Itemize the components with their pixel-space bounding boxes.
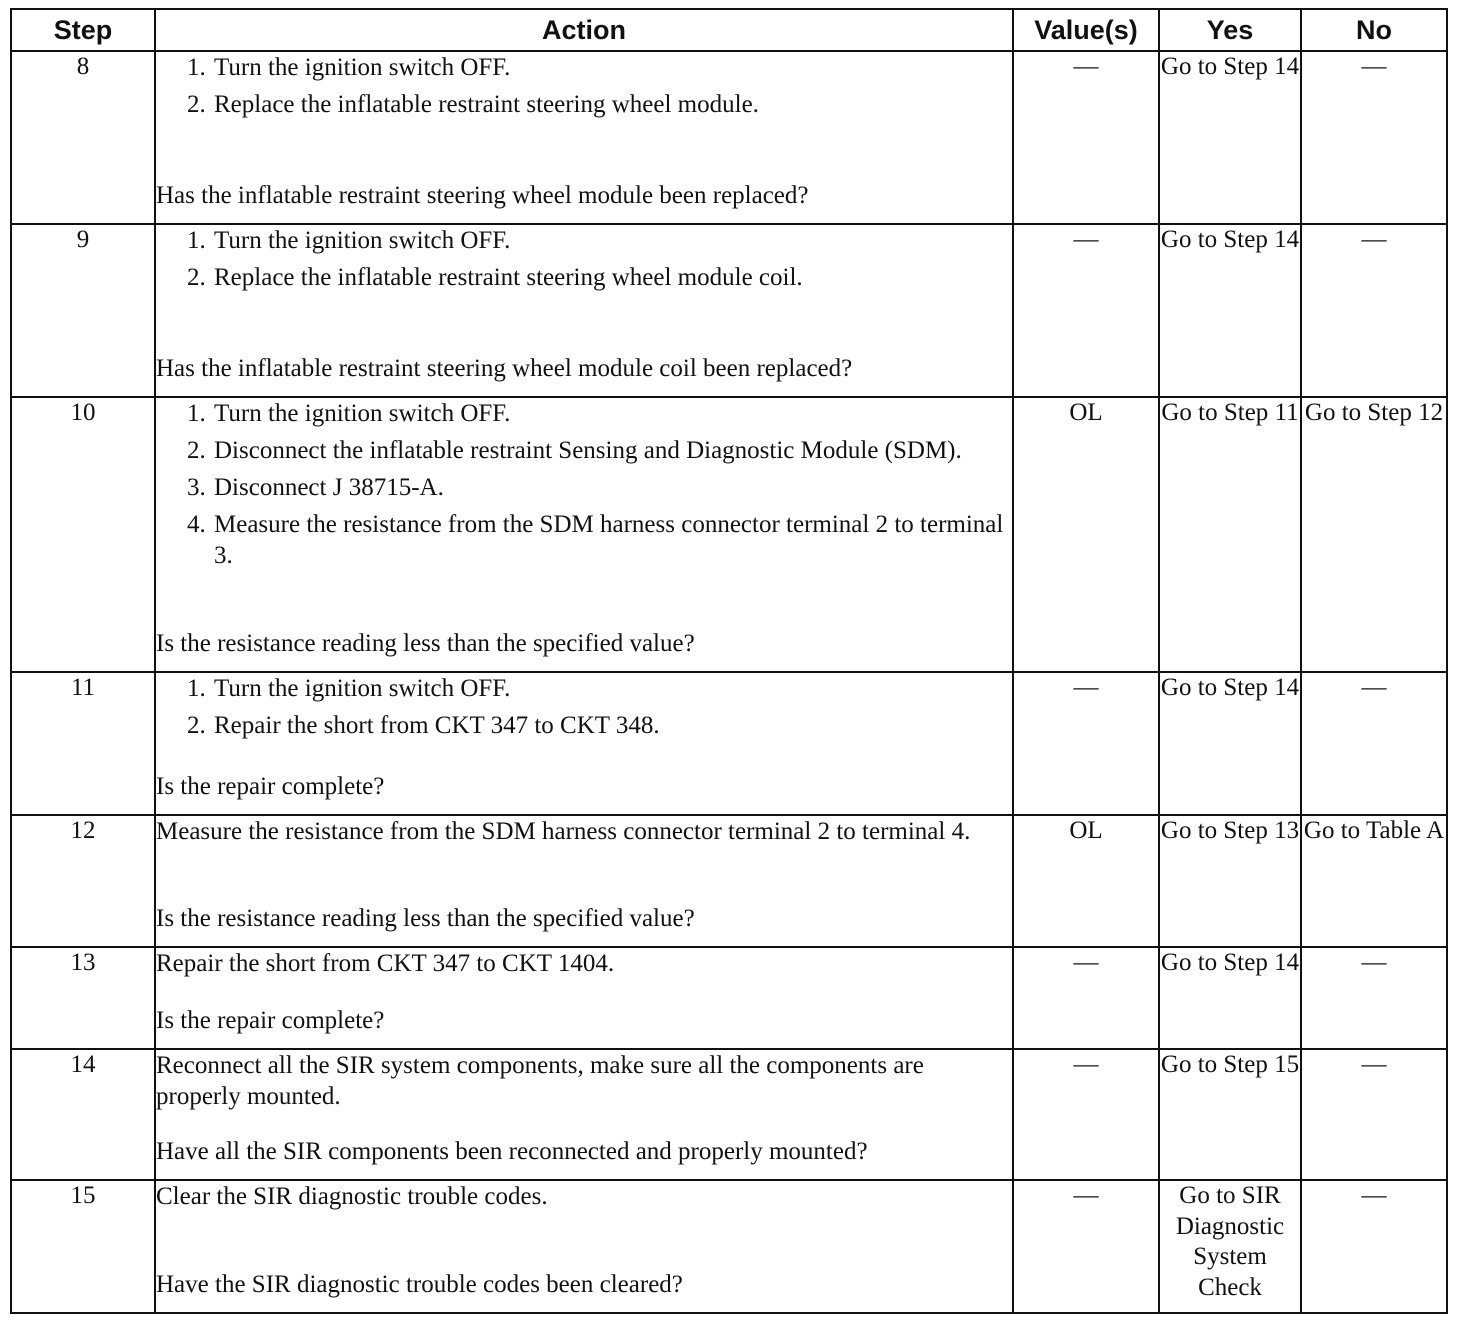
table-row [11,51,1447,224]
no-cell: — [1301,1180,1447,1313]
action-step-item: 1. Turn the ignition switch OFF. [212,52,1012,83]
action-spacer [156,1212,1012,1269]
yes-cell: Go to Step 11 [1159,397,1301,672]
action-cell [155,815,1013,947]
action-step-item: 1. Turn the ignition switch OFF. [212,673,1012,704]
action-instruction: Reconnect all the SIR system components, make sure all the components are properly mounted. [156,1052,924,1110]
table-row [11,1049,1447,1180]
no-cell: — [1301,1049,1447,1180]
value-cell: OL [1013,397,1159,672]
yes-cell: Go to Step 14 [1159,224,1301,397]
action-steps-list [156,52,1012,126]
no-cell: — [1301,672,1447,815]
yes-cell: Go to Step 14 [1159,51,1301,224]
table-row [11,397,1447,672]
action-spacer [156,847,1012,903]
action-step-item: 2. Disconnect the inflatable restraint Sensing and Diagnostic Module (SDM). [212,435,1012,466]
action-content [156,225,1012,384]
action-question: Is the repair complete? [156,1007,385,1034]
action-content [156,1181,1012,1300]
action-content [156,52,1012,211]
action-question: Has the inflatable restraint steering wheel module coil been replaced? [156,355,853,382]
action-instruction: Measure the resistance from the SDM harness connector terminal 2 to terminal 4. [156,818,971,845]
header-values: Value(s) [1013,9,1159,51]
value-cell: OL [1013,815,1159,947]
step-number: 14 [11,1049,155,1180]
yes-cell: Go to Step 15 [1159,1049,1301,1180]
table-row [11,672,1447,815]
no-cell: Go to Step 12 [1301,397,1447,672]
action-cell [155,1049,1013,1180]
action-step-item: 3. Disconnect J 38715-A. [212,472,1012,503]
action-step-item: 2. Repair the short from CKT 347 to CKT 348. [212,710,1012,741]
action-question: Have the SIR diagnostic trouble codes been cleared? [156,1271,683,1298]
action-spacer [156,126,1012,180]
action-cell [155,397,1013,672]
action-question: Is the repair complete? [156,773,385,800]
action-steps-list [156,225,1012,299]
value-cell: — [1013,947,1159,1049]
action-question: Is the resistance reading less than the specified value? [156,905,695,932]
action-content [156,1050,1012,1167]
value-cell: — [1013,224,1159,397]
action-cell [155,224,1013,397]
action-step-item: 4. Measure the resistance from the SDM harness connector terminal 2 to terminal 3. [212,509,1012,571]
table-body [11,51,1447,1313]
value-cell: — [1013,672,1159,815]
table-row [11,1180,1447,1313]
action-spacer [156,979,1012,1005]
yes-cell: Go to Step 13 [1159,815,1301,947]
action-step-item: 2. Replace the inflatable restraint steering wheel module coil. [212,262,1012,293]
action-step-item: 1. Turn the ignition switch OFF. [212,398,1012,429]
action-content [156,948,1012,1036]
action-step-item: 2. Replace the inflatable restraint steering wheel module. [212,89,1012,120]
action-question: Has the inflatable restraint steering wheel module been replaced? [156,182,809,209]
header-no: No [1301,9,1447,51]
value-cell: — [1013,51,1159,224]
no-cell: — [1301,947,1447,1049]
action-step-item: 1. Turn the ignition switch OFF. [212,225,1012,256]
header-row [11,9,1447,51]
action-question: Is the resistance reading less than the specified value? [156,630,695,657]
action-steps-list [156,398,1012,577]
diagnostic-table [10,8,1448,1314]
action-cell [155,947,1013,1049]
action-instruction: Clear the SIR diagnostic trouble codes. [156,1183,548,1210]
step-number: 8 [11,51,155,224]
action-steps-list [156,673,1012,747]
step-number: 15 [11,1180,155,1313]
yes-cell: Go to Step 14 [1159,672,1301,815]
table-row [11,947,1447,1049]
step-number: 12 [11,815,155,947]
no-cell: Go to Table A [1301,815,1447,947]
value-cell: — [1013,1049,1159,1180]
header-yes: Yes [1159,9,1301,51]
yes-cell: Go to SIR Diagnostic System Check [1159,1180,1301,1313]
step-number: 9 [11,224,155,397]
no-cell: — [1301,51,1447,224]
action-cell [155,672,1013,815]
step-number: 13 [11,947,155,1049]
table-row [11,224,1447,397]
diagnostic-table-sheet [10,8,1446,1314]
action-spacer [156,577,1012,628]
action-spacer [156,1112,1012,1136]
table-row [11,815,1447,947]
action-spacer [156,747,1012,771]
header-step: Step [11,9,155,51]
header-action: Action [155,9,1013,51]
value-cell: — [1013,1180,1159,1313]
action-content [156,816,1012,934]
action-spacer [156,299,1012,353]
action-content [156,398,1012,659]
action-instruction: Repair the short from CKT 347 to CKT 1404. [156,950,615,977]
action-content [156,673,1012,802]
no-cell: — [1301,224,1447,397]
action-question: Have all the SIR components been reconnected and properly mounted? [156,1138,868,1165]
action-cell [155,1180,1013,1313]
step-number: 11 [11,672,155,815]
step-number: 10 [11,397,155,672]
table-header [11,9,1447,51]
yes-cell: Go to Step 14 [1159,947,1301,1049]
action-cell [155,51,1013,224]
